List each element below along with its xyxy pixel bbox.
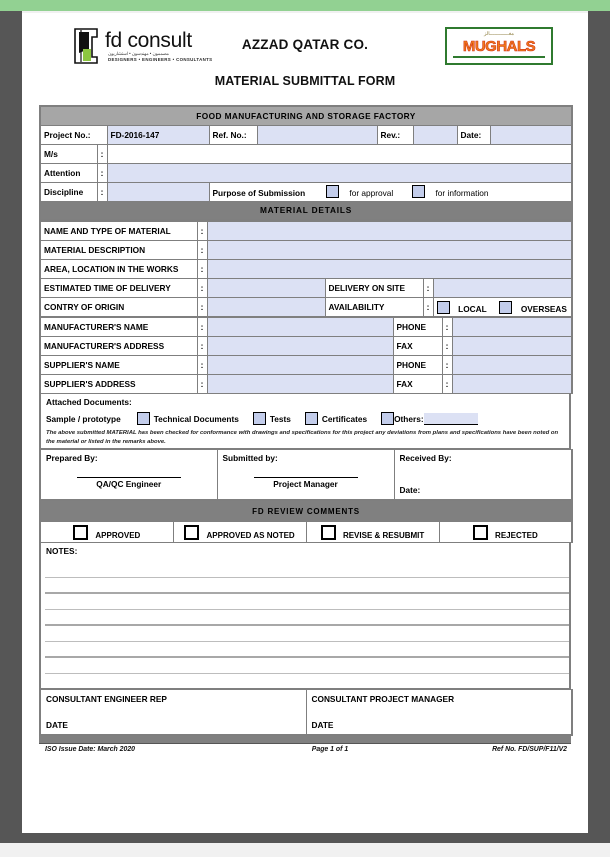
material-area-label: AREA, LOCATION IN THE WORKS xyxy=(40,260,197,279)
attached-documents-section xyxy=(39,394,571,449)
consultant-engineer-cell xyxy=(40,690,306,736)
signature-table xyxy=(39,449,573,500)
supplier-address-value[interactable] xyxy=(207,375,393,394)
page-title: MATERIAL SUBMITTAL FORM xyxy=(214,74,396,88)
supplier-address-label: SUPPLIER'S ADDRESS xyxy=(40,375,197,394)
notes-label: NOTES: xyxy=(46,546,78,557)
page-footer xyxy=(39,743,571,753)
viewer-left-gutter xyxy=(0,11,22,833)
review-comments-table xyxy=(39,500,573,543)
purpose-of-submission-cell xyxy=(209,182,572,201)
delivery-row xyxy=(40,279,572,298)
fd-consult-tagline: DESIGNERS • ENGINEERS • CONSULTANTS xyxy=(108,57,213,62)
consultant-manager-label: CONSULTANT PROJECT MANAGER xyxy=(311,694,455,705)
material-description-label: MATERIAL DESCRIPTION xyxy=(40,241,197,260)
attention-label: Attention xyxy=(40,163,97,182)
country-of-origin-value[interactable] xyxy=(207,298,325,317)
availability-options-cell xyxy=(433,298,572,317)
supplier-fax-colon: : xyxy=(442,375,452,394)
notes-rule xyxy=(45,592,569,594)
label-technical-documents: Technical Documents xyxy=(153,413,239,424)
review-options-row xyxy=(40,522,572,543)
date-label: Date: xyxy=(457,125,490,144)
manufacturer-phone-colon: : xyxy=(442,318,452,337)
consultant-engineer-date-label[interactable]: DATE xyxy=(46,720,68,731)
manufacturer-phone-label: PHONE xyxy=(393,318,442,337)
review-band-row xyxy=(40,501,572,522)
material-description-colon: : xyxy=(197,241,207,260)
company-name: AZZAD QATAR CO. xyxy=(241,37,369,52)
notes-section[interactable] xyxy=(39,543,571,689)
supplier-fax-label: FAX xyxy=(393,375,442,394)
discipline-value[interactable] xyxy=(107,182,209,201)
consultant-manager-date-label[interactable]: DATE xyxy=(311,720,334,731)
project-band-row xyxy=(40,106,572,125)
checkbox-technical-documents[interactable] xyxy=(137,412,150,425)
project-band: FOOD MANUFACTURING AND STORAGE FACTORY xyxy=(40,106,572,125)
material-area-colon: : xyxy=(197,260,207,279)
checkbox-approved-as-noted[interactable] xyxy=(184,525,199,540)
consultant-row xyxy=(40,690,572,736)
manufacturer-address-label: MANUFACTURER'S ADDRESS xyxy=(40,337,197,356)
label-others: Others: xyxy=(394,413,424,424)
attached-documents-options xyxy=(46,412,564,425)
project-info-table xyxy=(39,105,573,221)
label-approved-as-noted: APPROVED AS NOTED xyxy=(206,530,295,540)
estimated-delivery-colon: : xyxy=(197,279,207,298)
label-approved: APPROVED xyxy=(95,530,141,540)
label-rejected: REJECTED xyxy=(495,530,538,540)
notes-rule xyxy=(45,609,569,610)
manufacturer-phone-value[interactable] xyxy=(452,318,572,337)
fd-consult-arabic: مصممون • مهندسون • استشاريون xyxy=(108,51,169,56)
viewer-bottom-bar xyxy=(0,833,610,843)
material-name-row xyxy=(40,222,572,241)
footer-ref-no: Ref No. FD/SUP/F11/V2 xyxy=(492,746,567,754)
supplier-name-colon: : xyxy=(197,356,207,375)
label-certificates: Certificates xyxy=(321,413,368,424)
material-area-row xyxy=(40,260,572,279)
received-by-date-label[interactable]: Date: xyxy=(399,485,421,496)
viewer-top-green-bar xyxy=(0,0,610,11)
attached-documents-heading: Attached Documents: xyxy=(46,397,132,407)
review-option-revise-resubmit[interactable] xyxy=(306,522,439,543)
checkbox-others[interactable] xyxy=(381,412,394,425)
others-input[interactable] xyxy=(424,413,478,425)
ms-colon: : xyxy=(97,144,107,163)
supplier-address-row xyxy=(40,375,572,394)
project-no-value[interactable]: FD-2016-147 xyxy=(107,125,209,144)
origin-row xyxy=(40,298,572,317)
discipline-label: Discipline xyxy=(40,182,97,201)
label-local: LOCAL xyxy=(458,303,487,314)
material-description-row xyxy=(40,241,572,260)
material-name-value[interactable] xyxy=(207,222,572,241)
submitted-by-label: Submitted by: xyxy=(222,453,278,464)
prepared-by-signature-line[interactable] xyxy=(77,477,181,478)
notes-rule xyxy=(45,673,569,674)
material-name-colon: : xyxy=(197,222,207,241)
signature-row xyxy=(40,450,572,500)
supplier-address-colon: : xyxy=(197,375,207,394)
prepared-by-role: QA/QC Engineer xyxy=(96,479,162,490)
checkbox-certificates[interactable] xyxy=(305,412,318,425)
supplier-phone-label: PHONE xyxy=(393,356,442,375)
manufacturer-name-row xyxy=(40,318,572,337)
review-option-approved-as-noted[interactable] xyxy=(173,522,306,543)
rev-value[interactable] xyxy=(413,125,457,144)
notes-rule xyxy=(45,641,569,642)
ms-label: M/s xyxy=(40,144,97,163)
notes-rule xyxy=(45,656,569,658)
availability-label: AVAILABILITY xyxy=(325,298,423,317)
delivery-on-site-colon: : xyxy=(423,279,433,298)
supplier-name-row xyxy=(40,356,572,375)
fd-consult-wordmark: fd consult xyxy=(105,29,192,52)
purpose-label: Purpose of Submission xyxy=(212,188,306,198)
supplier-phone-colon: : xyxy=(442,356,452,375)
country-of-origin-label: CONTRY OF ORIGIN xyxy=(40,298,197,317)
date-value[interactable] xyxy=(490,125,572,144)
contacts-table xyxy=(39,317,573,394)
checkbox-for-approval[interactable] xyxy=(326,185,339,198)
attention-row xyxy=(40,163,572,182)
viewer-under-area xyxy=(0,843,610,857)
estimated-delivery-value[interactable] xyxy=(207,279,325,298)
masthead xyxy=(22,13,588,105)
review-option-approved[interactable] xyxy=(40,522,173,543)
checkbox-approved[interactable] xyxy=(73,525,88,540)
material-details-band: MATERIAL DETAILS xyxy=(40,201,572,220)
supplier-name-value[interactable] xyxy=(207,356,393,375)
consultant-engineer-label: CONSULTANT ENGINEER REP xyxy=(46,694,167,705)
label-revise-resubmit: REVISE & RESUBMIT xyxy=(342,530,425,540)
received-by-cell xyxy=(394,450,572,500)
checkbox-rejected[interactable] xyxy=(473,525,488,540)
label-tests: Tests xyxy=(269,413,291,424)
review-comments-band: FD REVIEW COMMENTS xyxy=(40,501,572,522)
submitted-by-signature-line[interactable] xyxy=(254,477,358,478)
supplier-fax-value[interactable] xyxy=(452,375,572,394)
mughals-base-rule xyxy=(453,56,545,65)
footer-separator-bar xyxy=(39,736,571,743)
manufacturer-name-colon: : xyxy=(197,318,207,337)
manufacturer-name-label: MANUFACTURER'S NAME xyxy=(40,318,197,337)
rev-label: Rev.: xyxy=(377,125,413,144)
estimated-delivery-label: ESTIMATED TIME OF DELIVERY xyxy=(40,279,197,298)
consultant-manager-cell xyxy=(306,690,572,736)
checkbox-local[interactable] xyxy=(437,301,450,314)
supplier-phone-value[interactable] xyxy=(452,356,572,375)
manufacturer-fax-label: FAX xyxy=(393,337,442,356)
manufacturer-address-value[interactable] xyxy=(207,337,393,356)
notes-ruled-lines xyxy=(45,562,569,674)
ms-value[interactable] xyxy=(107,144,572,163)
received-by-label: Received By: xyxy=(399,453,452,464)
viewer-right-gutter xyxy=(588,11,610,833)
submitted-by-role: Project Manager xyxy=(273,479,338,490)
delivery-on-site-label: DELIVERY ON SITE xyxy=(325,279,423,298)
material-details-band-row xyxy=(40,201,572,220)
manufacturer-name-value[interactable] xyxy=(207,318,393,337)
availability-colon: : xyxy=(423,298,433,317)
project-no-label: Project No.: xyxy=(40,125,107,144)
submitted-by-cell xyxy=(217,450,394,500)
checkbox-revise-resubmit[interactable] xyxy=(321,525,336,540)
manufacturer-fax-value[interactable] xyxy=(452,337,572,356)
checkbox-for-information[interactable] xyxy=(412,185,425,198)
manufacturer-address-row xyxy=(40,337,572,356)
label-for-approval: for approval xyxy=(349,188,394,198)
label-sample-prototype: Sample / prototype xyxy=(46,413,121,424)
ms-row xyxy=(40,144,572,163)
material-details-table xyxy=(39,221,573,317)
manufacturer-fax-colon: : xyxy=(442,337,452,356)
document-page xyxy=(22,13,588,833)
mughals-logo xyxy=(445,27,553,65)
mughals-wordmark: MUGHALS xyxy=(462,38,536,55)
footer-page-number: Page 1 of 1 xyxy=(311,746,349,754)
notes-rule xyxy=(45,624,569,626)
attention-colon: : xyxy=(97,163,107,182)
label-overseas: OVERSEAS xyxy=(520,303,567,314)
checkbox-tests[interactable] xyxy=(253,412,266,425)
review-option-rejected[interactable] xyxy=(439,522,572,543)
label-for-information: for information xyxy=(435,188,489,198)
material-area-value[interactable] xyxy=(207,260,572,279)
supplier-name-label: SUPPLIER'S NAME xyxy=(40,356,197,375)
country-of-origin-colon: : xyxy=(197,298,207,317)
discipline-row xyxy=(40,182,572,201)
footer-iso-date: ISO Issue Date: March 2020 xyxy=(45,746,136,754)
ref-no-value[interactable] xyxy=(257,125,377,144)
project-number-row xyxy=(40,125,572,144)
material-description-value[interactable] xyxy=(207,241,572,260)
attention-value[interactable] xyxy=(107,163,572,182)
mughals-arabic: مغـــــــــــــالز xyxy=(484,31,514,37)
ref-no-label: Ref. No.: xyxy=(209,125,257,144)
prepared-by-label: Prepared By: xyxy=(46,453,98,464)
consultant-table xyxy=(39,689,573,736)
discipline-colon: : xyxy=(97,182,107,201)
manufacturer-address-colon: : xyxy=(197,337,207,356)
notes-rule xyxy=(45,577,569,578)
material-name-label: NAME AND TYPE OF MATERIAL xyxy=(40,222,197,241)
checkbox-overseas[interactable] xyxy=(499,301,512,314)
conformance-disclaimer: The above submitted MATERIAL has been checked for conformance with drawings and specifications for this project any deviations from plans and specifications have been noted on the material or listed in the remarks above. xyxy=(46,430,559,445)
delivery-on-site-value[interactable] xyxy=(433,279,572,298)
prepared-by-cell xyxy=(40,450,217,500)
